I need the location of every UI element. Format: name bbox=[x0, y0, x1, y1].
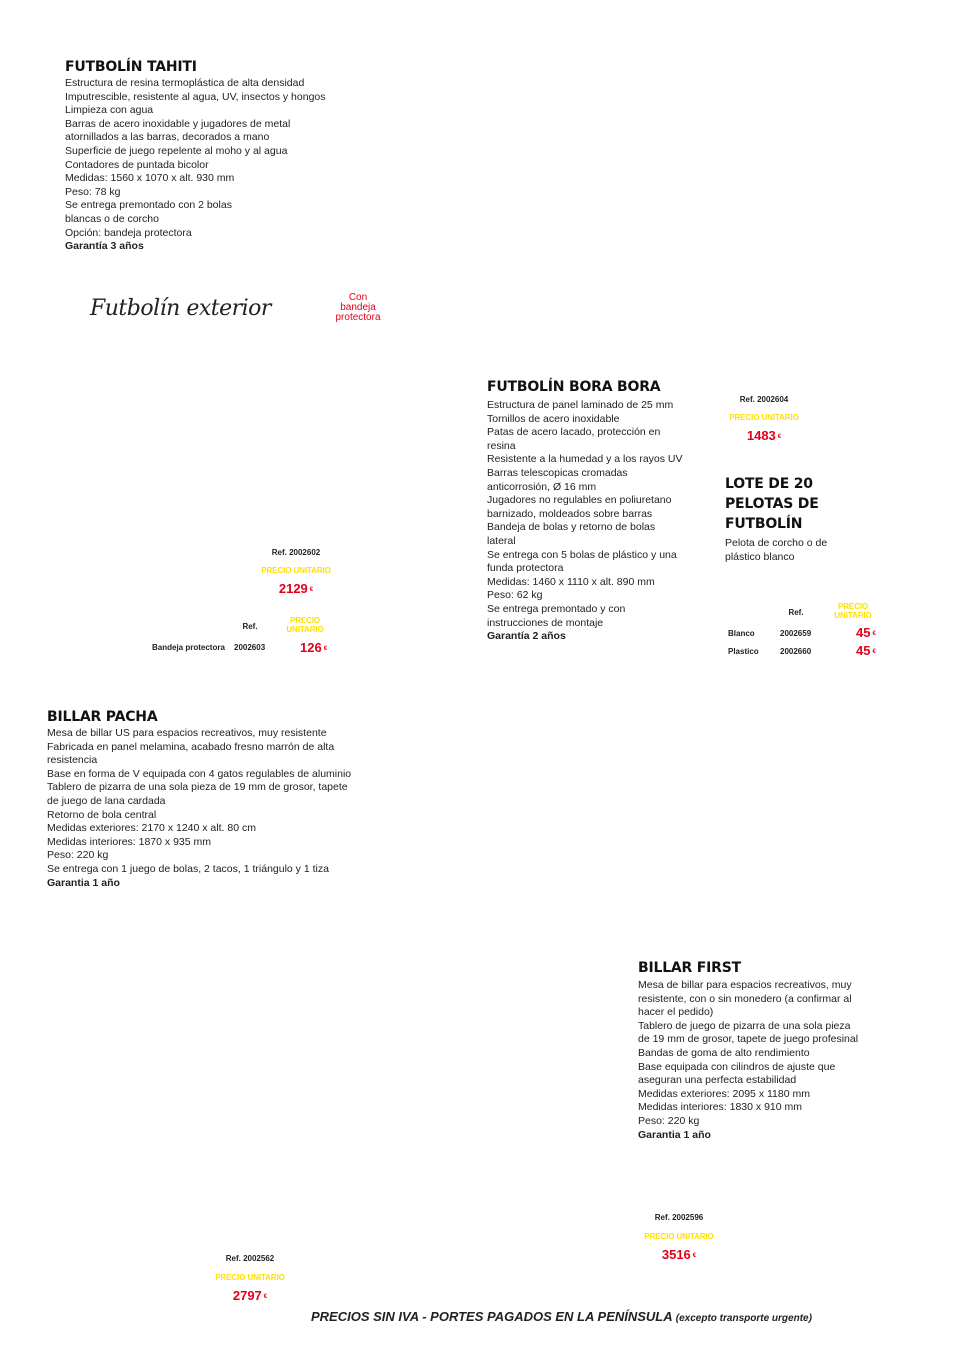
warranty: Garantía 3 años bbox=[65, 240, 144, 253]
lote-row-ref: 2002659 bbox=[780, 629, 812, 638]
note-line: bandeja bbox=[340, 302, 376, 313]
first-price bbox=[639, 1247, 719, 1262]
first-title: BILLAR FIRST bbox=[638, 960, 741, 976]
footer-main: PRECIOS SIN IVA - PORTES PAGADOS EN LA PENÍNSULA bbox=[311, 1309, 673, 1324]
tahiti-title: FUTBOLÍN TAHITI bbox=[65, 59, 197, 75]
bora-pu-label: PRECIO UNITARIO bbox=[729, 413, 799, 422]
bora-title: FUTBOLÍN BORA BORA bbox=[487, 379, 661, 395]
desc-line: instrucciones de montaje bbox=[487, 616, 604, 629]
desc-line: Peso: 78 kg bbox=[65, 185, 121, 198]
desc-line: Limpieza con agua bbox=[65, 104, 154, 117]
footer-small: (excepto transporte urgente) bbox=[675, 1313, 812, 1324]
desc-line: atornillados a las barras, decorados a mano bbox=[65, 131, 270, 144]
bora-price bbox=[724, 428, 804, 443]
desc-line: Mesa de billar US para espacios recreativos, muy resistente bbox=[47, 727, 327, 739]
desc-line: Pelota de corcho o de bbox=[725, 537, 828, 549]
lote-ref-header: Ref. bbox=[788, 608, 804, 617]
lote-row-label: Plastico bbox=[728, 647, 759, 656]
pu-line: PRECIO bbox=[837, 602, 869, 611]
desc-line: resistente, con o sin monedero (a confirmar al bbox=[638, 992, 852, 1005]
title-line: PELOTAS DE bbox=[725, 496, 819, 512]
warranty: Garantia 1 año bbox=[47, 876, 120, 889]
desc-line: Peso: 220 kg bbox=[47, 849, 109, 862]
desc-line: resina bbox=[487, 439, 516, 452]
currency-symbol: € bbox=[323, 645, 328, 652]
price-value: 1483 bbox=[746, 428, 776, 443]
tahiti-price bbox=[256, 581, 336, 596]
pacha-pu-label: PRECIO UNITARIO bbox=[215, 1273, 285, 1282]
desc-line: Bandas de goma de alto rendimiento bbox=[638, 1046, 810, 1059]
first-ref: Ref. 2002596 bbox=[654, 1213, 704, 1222]
desc-line: Base equipada con cilindros de ajuste que bbox=[638, 1060, 836, 1073]
desc-line: Peso: 220 kg bbox=[638, 1114, 700, 1127]
tahiti-ref: Ref. 2002602 bbox=[271, 548, 321, 557]
currency-symbol: € bbox=[309, 586, 314, 593]
tahiti-description bbox=[65, 77, 326, 254]
price-value: 3516 bbox=[661, 1247, 691, 1262]
desc-line: Medidas interiores: 1830 x 910 mm bbox=[638, 1101, 802, 1114]
desc-line: Jugadores no regulables en poliuretano bbox=[487, 494, 672, 507]
price-value: 45 bbox=[856, 625, 871, 640]
desc-line: Retorno de bola central bbox=[47, 808, 157, 821]
lote-description bbox=[725, 537, 827, 564]
desc-line: Tablero de pizarra de una sola pieza de 19 mm de grosor, tapete bbox=[47, 781, 348, 794]
desc-line: Base en forma de V equipada con 4 gatos regulables de aluminio bbox=[47, 767, 352, 780]
bora-ref: Ref. 2002604 bbox=[739, 395, 789, 404]
desc-line: Fabricada en panel melamina, acabado fresno marrón de alta bbox=[47, 740, 335, 753]
title-line: LOTE DE 20 bbox=[725, 476, 813, 492]
desc-line: Mesa de billar para espacios recreativos, muy bbox=[638, 979, 852, 991]
first-description bbox=[638, 979, 858, 1142]
desc-line: Medidas exteriores: 2095 x 1180 mm bbox=[638, 1087, 810, 1100]
desc-line: Estructura de panel laminado de 25 mm bbox=[487, 399, 674, 411]
desc-line: Imputrescible, resistente al agua, UV, insectos y hongos bbox=[65, 90, 326, 103]
option-label: Bandeja protectora bbox=[152, 643, 225, 652]
currency-symbol: € bbox=[692, 1252, 697, 1259]
desc-line: Barras telescopicas cromadas bbox=[487, 466, 628, 479]
pu-line: UNITARIO bbox=[834, 611, 872, 620]
pu-line: UNITARIO bbox=[286, 625, 324, 634]
first-pu-label: PRECIO UNITARIO bbox=[644, 1232, 714, 1241]
pacha-price bbox=[210, 1288, 290, 1303]
price-value: 45 bbox=[856, 643, 871, 658]
note-line: Con bbox=[348, 292, 368, 303]
bora-description bbox=[487, 399, 683, 644]
desc-line: de juego de lana cardada bbox=[47, 794, 166, 807]
currency-symbol: € bbox=[777, 433, 782, 440]
lote-row-label: Blanco bbox=[728, 629, 755, 638]
desc-line: blancas o de corcho bbox=[65, 212, 159, 225]
desc-line: aseguran una perfecta estabilidad bbox=[638, 1074, 797, 1087]
desc-line: anticorrosión, Ø 16 mm bbox=[487, 480, 597, 493]
lote-pu-label bbox=[828, 602, 878, 620]
option-ref: 2002603 bbox=[234, 643, 266, 652]
desc-line: plástico blanco bbox=[725, 550, 795, 563]
title-line: FUTBOLÍN bbox=[725, 516, 803, 532]
desc-line: Contadores de puntada bicolor bbox=[65, 158, 209, 171]
desc-line: Opción: bandeja protectora bbox=[65, 226, 192, 239]
desc-line: lateral bbox=[487, 534, 516, 547]
currency-symbol: € bbox=[872, 630, 876, 637]
desc-line: Superficie de juego repelente al moho y al agua bbox=[65, 144, 288, 157]
lote-row-ref: 2002660 bbox=[780, 647, 812, 656]
desc-line: Resistente a la humedad y a los rayos UV bbox=[487, 453, 683, 466]
desc-line: Medidas interiores: 1870 x 935 mm bbox=[47, 835, 211, 848]
price-value: 2797 bbox=[232, 1288, 262, 1303]
price-value: 2129 bbox=[278, 581, 308, 596]
lote-row-price bbox=[856, 625, 876, 640]
desc-line: resistencia bbox=[47, 754, 98, 767]
desc-line: Medidas exteriores: 2170 x 1240 x alt. 80 cm bbox=[47, 822, 256, 835]
desc-line: Se entrega premontado y con bbox=[487, 602, 626, 615]
desc-line: Barras de acero inoxidable y jugadores de metal bbox=[65, 117, 291, 130]
currency-symbol: € bbox=[263, 1293, 268, 1300]
desc-line: Estructura de resina termoplástica de alta densidad bbox=[65, 77, 305, 89]
price-value: 126 bbox=[300, 640, 322, 655]
desc-line: Se entrega con 1 juego de bolas, 2 tacos, 1 triángulo y 1 tiza bbox=[47, 862, 329, 875]
desc-line: Tornillos de acero inoxidable bbox=[487, 412, 620, 425]
lote-title bbox=[725, 474, 819, 534]
option-pu-label bbox=[280, 616, 330, 634]
desc-line: Tablero de juego de pizarra de una sola pieza bbox=[638, 1019, 851, 1032]
note-line: protectora bbox=[335, 312, 381, 323]
warranty: Garantía 2 años bbox=[487, 630, 566, 643]
bandeja-note bbox=[330, 293, 386, 323]
desc-line: hacer el pedido) bbox=[638, 1006, 714, 1019]
currency-symbol: € bbox=[872, 648, 876, 655]
desc-line: de 19 mm de grosor, tapete de juego profesinal bbox=[638, 1033, 859, 1046]
desc-line: Medidas: 1560 x 1070 x alt. 930 mm bbox=[65, 172, 235, 185]
desc-line: Se entrega premontado con 2 bolas bbox=[65, 199, 232, 212]
footer-note bbox=[311, 1309, 812, 1324]
desc-line: Medidas: 1460 x 1110 x alt. 890 mm bbox=[487, 575, 655, 588]
futbolin-exterior-label: Futbolín exterior bbox=[90, 296, 271, 321]
warranty: Garantia 1 año bbox=[638, 1128, 711, 1141]
option-price bbox=[300, 640, 327, 655]
desc-line: barnizado, moldeados sobre barras bbox=[487, 507, 653, 520]
pacha-description bbox=[47, 727, 351, 890]
desc-line: Peso: 62 kg bbox=[487, 589, 543, 602]
desc-line: Se entrega con 5 bolas de plástico y una bbox=[487, 548, 677, 561]
desc-line: Patas de acero lacado, protección en bbox=[487, 426, 661, 439]
tahiti-pu-label: PRECIO UNITARIO bbox=[261, 566, 331, 575]
desc-line: funda protectora bbox=[487, 562, 564, 575]
lote-row-price bbox=[856, 643, 876, 658]
pu-line: PRECIO bbox=[289, 616, 321, 625]
pacha-ref: Ref. 2002562 bbox=[225, 1254, 275, 1263]
pacha-title: BILLAR PACHA bbox=[47, 709, 158, 725]
option-ref-header: Ref. bbox=[242, 622, 258, 631]
desc-line: Bandeja de bolas y retorno de bolas bbox=[487, 521, 656, 534]
